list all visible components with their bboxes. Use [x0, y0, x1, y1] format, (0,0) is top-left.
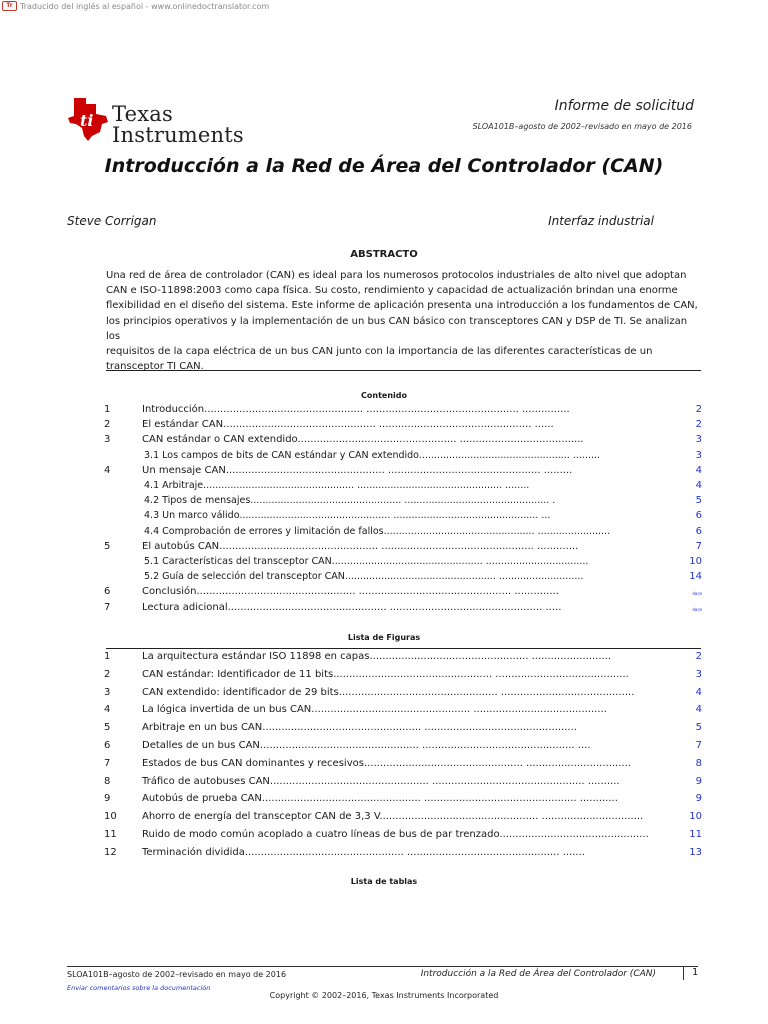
footer-divider: [67, 966, 698, 967]
toc-row[interactable]: [104, 495, 702, 510]
logo-line-texas: Texas: [112, 102, 173, 126]
document-title: Introducción a la Red de Área del Controlador (CAN): [104, 155, 664, 177]
feedback-link[interactable]: Enviar comentarios sobre la documentación: [67, 984, 211, 992]
figure-row[interactable]: [104, 722, 702, 737]
figure-row-page-link[interactable]: 3: [695, 668, 702, 680]
footer-doc-id: SLOA101B–agosto de 2002–revisado en mayo de 2016: [67, 970, 287, 979]
abstract-line: flexibilidad en el diseño del sistema. Este informe de aplicación presenta una introducción a los fundamentos de CAN,: [106, 300, 698, 312]
figure-row-page-link[interactable]: 13: [689, 846, 702, 858]
toc-row-label[interactable]: El autobús CAN.................................................. ................................................ .............: [142, 540, 579, 552]
toc-row[interactable]: [104, 434, 702, 449]
abstract-line: transceptor TI CAN.: [106, 361, 204, 373]
footer-separator: [683, 966, 684, 980]
figure-row-number: 12: [104, 846, 117, 858]
translator-banner[interactable]: [2, 0, 269, 12]
toc-row-page-link[interactable]: 7: [695, 540, 702, 552]
toc-row-page-link[interactable]: 6: [695, 525, 702, 537]
report-id: SLOA101B–agosto de 2002–revisado en mayo de 2016: [472, 122, 692, 131]
figure-row[interactable]: [104, 758, 702, 773]
toc-row-number: 5: [104, 540, 111, 552]
divider: [106, 370, 701, 371]
footer-title: Introducción a la Red de Área del Controlador (CAN): [420, 969, 656, 979]
figure-row[interactable]: [104, 704, 702, 719]
figure-row-number: 9: [104, 793, 111, 805]
translate-icon: Tr: [2, 1, 17, 11]
toc-row-label[interactable]: Introducción.................................................. ................................................ ...............: [142, 404, 570, 415]
translator-banner-text[interactable]: Traducido del inglés al español - www.onlinedoctranslator.com: [20, 1, 270, 11]
figure-row-number: 2: [104, 668, 111, 680]
toc-row[interactable]: [104, 541, 702, 556]
figure-row-label[interactable]: La arquitectura estándar ISO 11898 en capas.................................................. .........................: [142, 651, 612, 662]
toc-row-page-link[interactable]: 3: [695, 434, 702, 446]
figure-row-number: 11: [104, 829, 117, 840]
figure-row-number: 1: [104, 651, 111, 662]
toc-row-label[interactable]: 4.4 Comprobación de errores y limitación de fallos.................................................. ........................: [144, 525, 611, 537]
toc-row-label[interactable]: 4.2 Tipos de mensajes.................................................. ................................................ .: [144, 495, 556, 507]
toc-row-number: 4: [104, 464, 111, 476]
figure-row-page-link[interactable]: 4: [695, 686, 702, 698]
toc-row-page-link[interactable]: doce: [692, 591, 702, 597]
logo-line-instruments: Instruments: [112, 123, 244, 147]
figure-row-number: 5: [104, 722, 111, 734]
figure-row-page-link[interactable]: 4: [695, 704, 702, 716]
toc-row[interactable]: [104, 556, 702, 571]
toc-row[interactable]: [104, 450, 702, 465]
toc-row-label[interactable]: Conclusión.................................................. ................................................ ..............: [142, 586, 559, 598]
figure-row-label[interactable]: La lógica invertida de un bus CAN.................................................. ..........................................: [142, 704, 607, 716]
figure-row-label[interactable]: Terminación dividida.................................................. ................................................ .......: [142, 846, 585, 858]
toc-row-label[interactable]: CAN estándar o CAN extendido.................................................. .......................................: [142, 434, 584, 446]
toc-row-label[interactable]: 5.2 Guía de selección del transceptor CAN.................................................. ............................: [144, 571, 584, 583]
toc-row[interactable]: [104, 571, 702, 586]
toc-row-page-link[interactable]: 4: [695, 464, 702, 476]
toc-row[interactable]: [104, 526, 702, 541]
toc-row-label[interactable]: 4.1 Arbitraje.................................................. ................................................ ........: [144, 480, 530, 491]
ti-state-logo-icon: [66, 96, 110, 142]
figure-row-page-link[interactable]: 11: [689, 829, 702, 840]
figure-row[interactable]: [104, 847, 702, 862]
toc-row-number: 6: [104, 586, 111, 598]
figure-row-number: 4: [104, 704, 111, 716]
report-type: Informe de solicitud: [554, 98, 694, 114]
toc-row-page-link[interactable]: 4: [695, 480, 702, 491]
figure-row-label[interactable]: CAN extendido: identificador de 29 bits.................................................. ..........................................: [142, 686, 635, 698]
abstract-line: Una red de área de controlador (CAN) es ideal para los numerosos protocolos industriales de alto nivel que adoptan: [106, 270, 687, 281]
toc-row-label[interactable]: 3.1 Los campos de bits de CAN estándar y CAN extendido.................................................. .........: [144, 449, 601, 461]
figures-heading: Lista de Figuras: [347, 633, 421, 642]
figure-row-number: 3: [104, 686, 111, 698]
figure-row[interactable]: [104, 829, 702, 844]
figure-row[interactable]: [104, 687, 702, 702]
toc-row-number: 7: [104, 601, 111, 613]
toc-row-label[interactable]: El estándar CAN................................................ ................................................ ......: [142, 419, 554, 431]
toc-row-page-link[interactable]: 14: [689, 571, 702, 583]
toc-row-label[interactable]: Un mensaje CAN.................................................. ................................................ .........: [142, 464, 573, 476]
figure-row-page-link[interactable]: 9: [695, 775, 702, 787]
toc-row-page-link[interactable]: 5: [695, 495, 702, 507]
abstract-line: requisitos de la capa eléctrica de un bus CAN junto con la importancia de las diferentes características de un: [106, 346, 653, 358]
figure-row-page-link[interactable]: 8: [695, 757, 702, 769]
abstract-body: [106, 268, 702, 374]
toc-row-number: 1: [104, 404, 111, 415]
toc-row-page-link[interactable]: 2: [695, 404, 702, 415]
toc-row-page-link[interactable]: 6: [695, 510, 702, 522]
page-number: 1: [692, 967, 699, 978]
figure-row-page-link[interactable]: 7: [695, 740, 702, 751]
abstract-line: los principios operativos y la implementación de un bus CAN básico con transceptores CAN y DSP de TI. Se analizan los: [106, 315, 688, 342]
figure-row-number: 6: [104, 740, 111, 751]
toc-row[interactable]: [104, 480, 702, 495]
figure-row[interactable]: [104, 651, 702, 666]
copyright: Copyright © 2002–2016, Texas Instruments Incorporated: [269, 991, 499, 1000]
toc-row[interactable]: [104, 404, 702, 419]
category: Interfaz industrial: [548, 214, 654, 228]
figure-row-number: 8: [104, 775, 111, 787]
figure-row-label[interactable]: CAN estándar: Identificador de 11 bits.................................................. ..........................................: [142, 668, 629, 680]
toc-row[interactable]: [104, 465, 702, 480]
figure-row-page-link[interactable]: 2: [695, 651, 702, 662]
toc-row-number: 3: [104, 434, 111, 446]
svg-text:ti: ti: [80, 111, 94, 130]
figure-row-label[interactable]: Detalles de un bus CAN.................................................. ................................................ ....: [142, 740, 591, 751]
figure-row-page-link[interactable]: 5: [695, 722, 702, 734]
figure-row-number: 7: [104, 757, 111, 769]
figure-row[interactable]: [104, 793, 702, 808]
toc-row[interactable]: [104, 419, 702, 434]
figure-row-label[interactable]: Ruido de modo común acoplado a cuatro líneas de bus de par trenzado...............................................: [142, 829, 649, 840]
divider: [106, 648, 701, 649]
figure-row-label[interactable]: Estados de bus CAN dominantes y recesivos.................................................. .................................: [142, 757, 631, 769]
toc-heading: Contenido: [361, 391, 407, 400]
toc-row-page-link[interactable]: 2: [695, 419, 702, 431]
figure-row-number: 10: [104, 811, 117, 823]
figure-row-label[interactable]: Tráfico de autobuses CAN.................................................. ................................................ ..........: [142, 775, 620, 787]
figure-row[interactable]: [104, 776, 702, 791]
figure-row-label[interactable]: Autobús de prueba CAN.................................................. ................................................ ............: [142, 793, 618, 805]
toc-row-page-link[interactable]: 3: [695, 449, 702, 461]
ti-logo: [66, 96, 266, 148]
toc-row-label[interactable]: 4.3 Un marco válido.................................................. ................................................ ...: [144, 510, 551, 522]
toc-row-label[interactable]: 5.1 Características del transceptor CAN.................................................. ..................................: [144, 556, 589, 567]
figure-row-page-link[interactable]: 9: [695, 793, 702, 805]
toc-row-page-link[interactable]: 10: [689, 556, 702, 567]
figure-row[interactable]: [104, 811, 702, 826]
abstract-heading: ABSTRACTO: [350, 249, 418, 260]
toc-row[interactable]: [104, 602, 702, 617]
toc-row[interactable]: [104, 510, 702, 525]
figure-row[interactable]: [104, 669, 702, 684]
toc-row[interactable]: [104, 586, 702, 601]
tables-heading: Lista de tablas: [350, 877, 418, 886]
author: Steve Corrigan: [67, 214, 157, 228]
figure-row-label[interactable]: Ahorro de energía del transceptor CAN de 3,3 V.................................................. ................................: [142, 811, 644, 823]
toc-row-page-link[interactable]: doce: [692, 606, 702, 612]
toc-row-label[interactable]: Lectura adicional.................................................. ................................................ .....: [142, 601, 562, 613]
abstract-line: CAN e ISO-11898:2003 como capa física. Su costo, rendimiento y capacidad de actualización brindan una enorme: [106, 285, 678, 297]
figure-row-label[interactable]: Arbitraje en un bus CAN.................................................. ................................................: [142, 722, 577, 734]
figure-row-page-link[interactable]: 10: [689, 811, 702, 823]
toc-row-number: 2: [104, 419, 111, 431]
figure-row[interactable]: [104, 740, 702, 755]
